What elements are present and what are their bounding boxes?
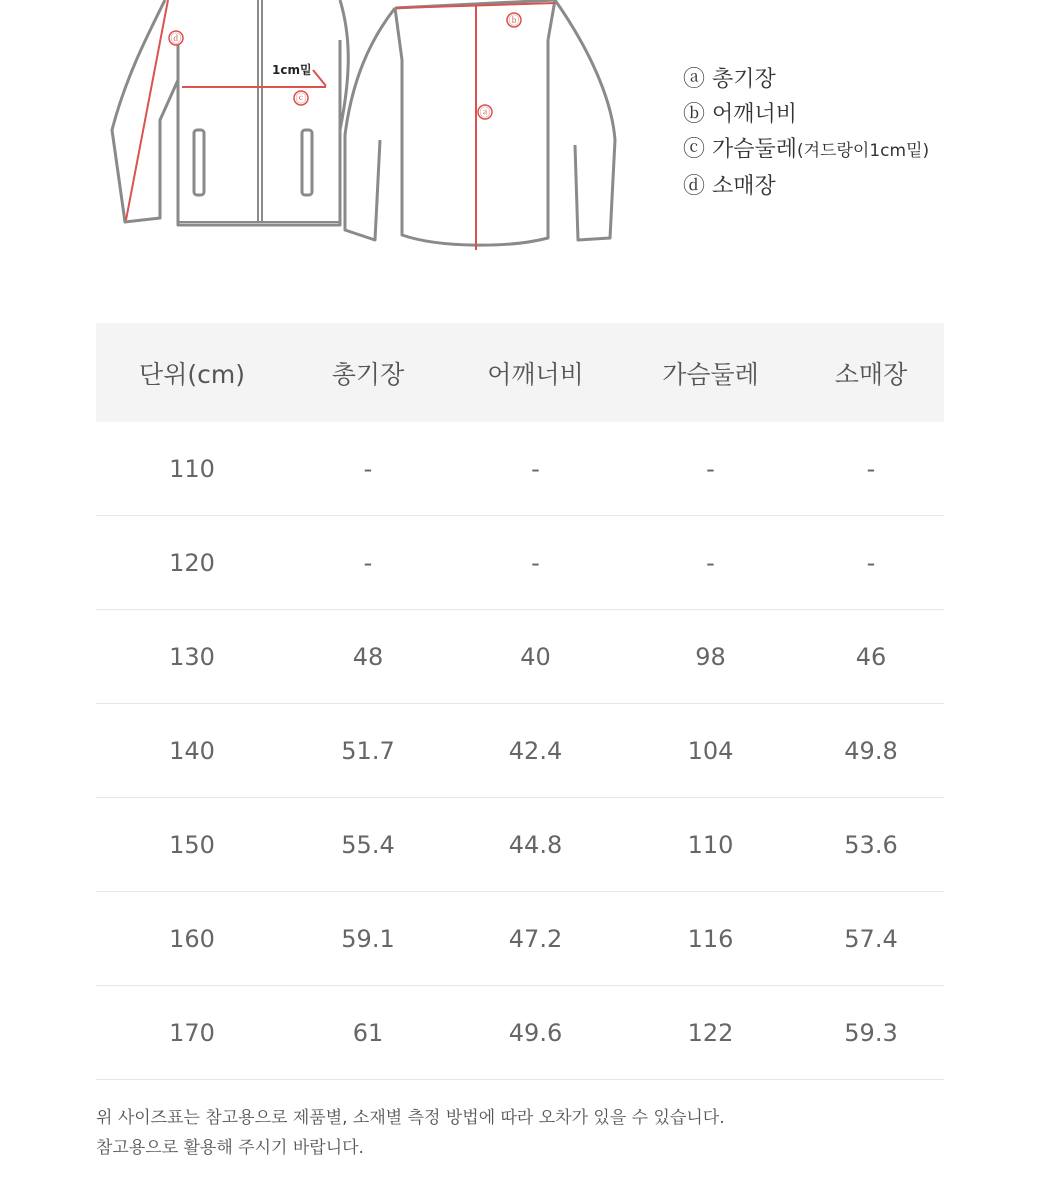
table-cell: 40	[448, 610, 623, 704]
table-cell: -	[288, 422, 448, 516]
table-cell: 49.8	[798, 704, 944, 798]
measurement-legend	[683, 62, 929, 204]
disclaimer-line-1: 위 사이즈표는 참고용으로 제품별, 소재별 측정 방법에 따라 오차가 있을 수 있습니다.	[96, 1108, 725, 1128]
size-cell: 170	[96, 986, 288, 1080]
marker-b: ⓑ	[508, 14, 520, 27]
legend-label: 가슴둘레	[712, 137, 798, 162]
table-row	[96, 610, 944, 704]
table-cell: -	[623, 516, 798, 610]
size-cell: 140	[96, 704, 288, 798]
table-cell: -	[798, 516, 944, 610]
legend-marker: ⓑ	[683, 102, 706, 127]
size-table	[96, 323, 944, 1080]
table-cell: -	[798, 422, 944, 516]
legend-marker: ⓐ	[683, 67, 706, 92]
sleeve-length-line	[126, 0, 168, 220]
legend-item-shoulder-width	[683, 97, 929, 132]
header-total-length: 총기장	[288, 323, 448, 422]
table-cell: -	[448, 422, 623, 516]
table-cell: 48	[288, 610, 448, 704]
legend-label: 총기장	[712, 67, 776, 92]
table-row	[96, 516, 944, 610]
marker-c: ⓒ	[295, 92, 307, 105]
marker-d: ⓓ	[170, 32, 182, 45]
table-cell: 44.8	[448, 798, 623, 892]
size-cell: 150	[96, 798, 288, 892]
table-row	[96, 798, 944, 892]
header-shoulder-width: 어깨너비	[448, 323, 623, 422]
table-cell: 110	[623, 798, 798, 892]
table-cell: 59.3	[798, 986, 944, 1080]
table-cell: -	[288, 516, 448, 610]
table-row	[96, 986, 944, 1080]
size-disclaimer	[96, 1103, 725, 1163]
table-row	[96, 892, 944, 986]
legend-item-sleeve-length	[683, 169, 929, 204]
callout-line	[313, 70, 326, 86]
header-unit: 단위(cm)	[96, 323, 288, 422]
table-cell: 51.7	[288, 704, 448, 798]
table-cell: 116	[623, 892, 798, 986]
jacket-back-outline	[345, 0, 615, 245]
table-cell: 61	[288, 986, 448, 1080]
size-cell: 110	[96, 422, 288, 516]
table-cell: -	[623, 422, 798, 516]
table-cell: -	[448, 516, 623, 610]
size-cell: 160	[96, 892, 288, 986]
callout-1cm-below: 1cm밑	[272, 63, 312, 77]
legend-label: 소매장	[712, 174, 776, 199]
legend-item-total-length	[683, 62, 929, 97]
table-cell: 104	[623, 704, 798, 798]
legend-note: (겨드랑이1cm밑)	[797, 141, 930, 161]
table-cell: 57.4	[798, 892, 944, 986]
table-cell: 47.2	[448, 892, 623, 986]
legend-marker: ⓒ	[683, 137, 706, 162]
table-cell: 46	[798, 610, 944, 704]
table-cell: 49.6	[448, 986, 623, 1080]
table-cell: 59.1	[288, 892, 448, 986]
table-cell: 98	[623, 610, 798, 704]
header-sleeve-length: 소매장	[798, 323, 944, 422]
table-cell: 122	[623, 986, 798, 1080]
table-header-row	[96, 323, 944, 422]
legend-label: 어깨너비	[712, 102, 798, 127]
disclaimer-line-2: 참고용으로 활용해 주시기 바랍니다.	[96, 1138, 364, 1158]
legend-marker: ⓓ	[683, 174, 706, 199]
table-row	[96, 704, 944, 798]
marker-a: ⓐ	[479, 106, 491, 119]
table-cell: 53.6	[798, 798, 944, 892]
table-cell: 55.4	[288, 798, 448, 892]
legend-item-chest	[683, 132, 929, 169]
size-cell: 120	[96, 516, 288, 610]
size-cell: 130	[96, 610, 288, 704]
header-chest: 가슴둘레	[623, 323, 798, 422]
table-row	[96, 422, 944, 516]
table-cell: 42.4	[448, 704, 623, 798]
